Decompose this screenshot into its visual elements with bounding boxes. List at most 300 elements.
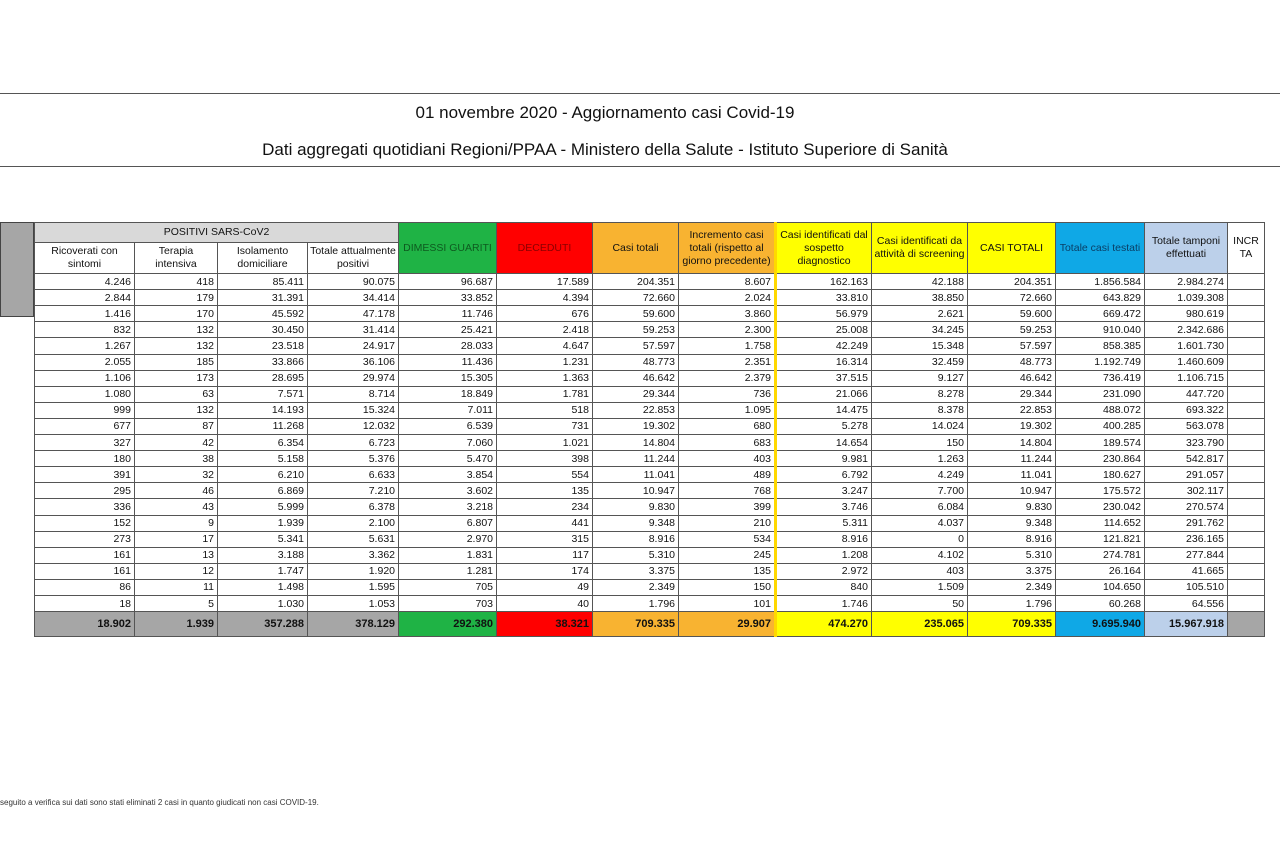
table-cell: 10.947 xyxy=(593,483,679,499)
table-cell: 840 xyxy=(776,579,872,595)
table-cell-empty xyxy=(1228,531,1265,547)
totals-cell: 292.380 xyxy=(399,612,497,637)
table-cell: 5.278 xyxy=(776,418,872,434)
table-cell: 2.379 xyxy=(679,370,776,386)
table-row xyxy=(35,515,1265,531)
table-cell: 59.253 xyxy=(593,322,679,338)
table-row xyxy=(35,290,1265,306)
table-cell: 2.349 xyxy=(593,579,679,595)
table-cell: 63 xyxy=(135,386,218,402)
table-cell: 104.650 xyxy=(1056,579,1145,595)
table-cell: 8.916 xyxy=(593,531,679,547)
table-cell: 28.033 xyxy=(399,338,497,354)
table-cell-empty xyxy=(1228,418,1265,434)
table-cell: 274.781 xyxy=(1056,547,1145,563)
table-row xyxy=(35,579,1265,595)
col-isolamento: Isolamento domiciliare xyxy=(218,243,308,274)
table-cell: 101 xyxy=(679,595,776,611)
col-ricoverati: Ricoverati con sintomi xyxy=(35,243,135,274)
table-cell: 24.917 xyxy=(308,338,399,354)
table-cell: 1.030 xyxy=(218,595,308,611)
table-row xyxy=(35,467,1265,483)
table-cell: 1.595 xyxy=(308,579,399,595)
table-cell: 7.210 xyxy=(308,483,399,499)
table-cell: 41.665 xyxy=(1145,563,1228,579)
col-terapia-intensiva: Terapia intensiva xyxy=(135,243,218,274)
table-body xyxy=(35,274,1265,637)
table-cell: 1.192.749 xyxy=(1056,354,1145,370)
table-cell: 56.979 xyxy=(776,306,872,322)
table-cell: 680 xyxy=(679,418,776,434)
table-cell: 161 xyxy=(35,547,135,563)
table-cell-empty xyxy=(1228,515,1265,531)
table-cell: 6.633 xyxy=(308,467,399,483)
table-cell: 9.348 xyxy=(593,515,679,531)
table-cell: 1.021 xyxy=(497,435,593,451)
totals-cell: 709.335 xyxy=(593,612,679,637)
table-cell-empty xyxy=(1228,483,1265,499)
table-cell: 669.472 xyxy=(1056,306,1145,322)
table-cell: 9.981 xyxy=(776,451,872,467)
totals-cell: 1.939 xyxy=(135,612,218,637)
table-cell: 3.188 xyxy=(218,547,308,563)
table-row xyxy=(35,547,1265,563)
table-cell: 1.363 xyxy=(497,370,593,386)
table-cell: 400.285 xyxy=(1056,418,1145,434)
table-cell-empty xyxy=(1228,563,1265,579)
table-cell: 234 xyxy=(497,499,593,515)
table-cell: 132 xyxy=(135,322,218,338)
table-cell: 150 xyxy=(679,579,776,595)
table-cell: 15.305 xyxy=(399,370,497,386)
table-cell: 11.041 xyxy=(593,467,679,483)
table-cell-empty xyxy=(1228,290,1265,306)
table-cell: 336 xyxy=(35,499,135,515)
table-cell: 391 xyxy=(35,467,135,483)
table-cell: 1.106.715 xyxy=(1145,370,1228,386)
table-cell: 768 xyxy=(679,483,776,499)
table-cell-empty xyxy=(1228,354,1265,370)
table-cell: 57.597 xyxy=(968,338,1056,354)
totals-cell: 474.270 xyxy=(776,612,872,637)
table-row xyxy=(35,435,1265,451)
table-row xyxy=(35,483,1265,499)
table-row xyxy=(35,418,1265,434)
totals-cell: 235.065 xyxy=(872,612,968,637)
table-cell: 518 xyxy=(497,402,593,418)
table-cell: 8.278 xyxy=(872,386,968,402)
table-cell: 9 xyxy=(135,515,218,531)
table-cell: 4.394 xyxy=(497,290,593,306)
table-cell: 170 xyxy=(135,306,218,322)
table-cell: 677 xyxy=(35,418,135,434)
table-cell: 6.869 xyxy=(218,483,308,499)
table-cell: 31.414 xyxy=(308,322,399,338)
table-cell: 11.244 xyxy=(593,451,679,467)
table-cell: 1.231 xyxy=(497,354,593,370)
table-cell: 447.720 xyxy=(1145,386,1228,402)
table-cell: 1.747 xyxy=(218,563,308,579)
table-cell-empty xyxy=(1228,322,1265,338)
table-cell: 204.351 xyxy=(968,274,1056,290)
table-row xyxy=(35,306,1265,322)
table-cell: 1.208 xyxy=(776,547,872,563)
table-cell: 12.032 xyxy=(308,418,399,434)
col-deceduti: DECEDUTI xyxy=(497,223,593,274)
table-cell: 980.619 xyxy=(1145,306,1228,322)
table-cell: 38.850 xyxy=(872,290,968,306)
table-cell: 295 xyxy=(35,483,135,499)
table-cell: 29.344 xyxy=(593,386,679,402)
table-cell: 3.375 xyxy=(968,563,1056,579)
table-cell: 6.084 xyxy=(872,499,968,515)
table-cell: 30.450 xyxy=(218,322,308,338)
table-cell: 17.589 xyxy=(497,274,593,290)
col-dimessi-guariti: DIMESSI GUARITI xyxy=(399,223,497,274)
table-cell: 87 xyxy=(135,418,218,434)
table-cell: 180 xyxy=(35,451,135,467)
table-cell: 277.844 xyxy=(1145,547,1228,563)
table-cell: 1.106 xyxy=(35,370,135,386)
table-cell: 8.714 xyxy=(308,386,399,402)
table-cell: 85.411 xyxy=(218,274,308,290)
table-cell: 1.796 xyxy=(968,595,1056,611)
table-cell: 5.311 xyxy=(776,515,872,531)
totals-cell: 38.321 xyxy=(497,612,593,637)
table-row xyxy=(35,451,1265,467)
table-cell: 42.188 xyxy=(872,274,968,290)
table-row xyxy=(35,274,1265,290)
table-cell: 86 xyxy=(35,579,135,595)
table-cell: 1.831 xyxy=(399,547,497,563)
table-cell: 60.268 xyxy=(1056,595,1145,611)
table-cell: 25.008 xyxy=(776,322,872,338)
table-cell: 1.460.609 xyxy=(1145,354,1228,370)
table-cell: 18.849 xyxy=(399,386,497,402)
table-cell: 174 xyxy=(497,563,593,579)
table-cell: 132 xyxy=(135,402,218,418)
table-cell: 22.853 xyxy=(593,402,679,418)
table-cell: 910.040 xyxy=(1056,322,1145,338)
table-cell: 105.510 xyxy=(1145,579,1228,595)
table-cell-empty xyxy=(1228,579,1265,595)
table-cell: 6.378 xyxy=(308,499,399,515)
col-casi-totali-caps: CASI TOTALI xyxy=(968,223,1056,274)
table-cell: 46 xyxy=(135,483,218,499)
table-cell: 5.310 xyxy=(968,547,1056,563)
table-cell: 46.642 xyxy=(968,370,1056,386)
table-cell: 204.351 xyxy=(593,274,679,290)
table-cell-empty xyxy=(1228,274,1265,290)
table-row xyxy=(35,338,1265,354)
table-cell: 3.746 xyxy=(776,499,872,515)
table-cell: 2.342.686 xyxy=(1145,322,1228,338)
table-cell-empty xyxy=(1228,451,1265,467)
table-cell: 736.419 xyxy=(1056,370,1145,386)
table-cell: 1.039.308 xyxy=(1145,290,1228,306)
table-cell-empty xyxy=(1228,338,1265,354)
table-cell: 542.817 xyxy=(1145,451,1228,467)
table-cell: 1.781 xyxy=(497,386,593,402)
table-cell: 11.041 xyxy=(968,467,1056,483)
table-cell-empty xyxy=(1228,402,1265,418)
table-cell: 57.597 xyxy=(593,338,679,354)
table-cell: 1.509 xyxy=(872,579,968,595)
table-cell: 28.695 xyxy=(218,370,308,386)
table-row xyxy=(35,354,1265,370)
table-cell: 643.829 xyxy=(1056,290,1145,306)
table-cell: 1.939 xyxy=(218,515,308,531)
table-cell: 2.300 xyxy=(679,322,776,338)
table-cell: 0 xyxy=(872,531,968,547)
region-column-header xyxy=(0,222,34,317)
table-cell: 59.600 xyxy=(968,306,1056,322)
table-cell: 683 xyxy=(679,435,776,451)
table-cell: 179 xyxy=(135,290,218,306)
table-cell: 29.344 xyxy=(968,386,1056,402)
totals-cell: 18.902 xyxy=(35,612,135,637)
table-cell: 1.080 xyxy=(35,386,135,402)
table-cell: 441 xyxy=(497,515,593,531)
table-cell: 291.762 xyxy=(1145,515,1228,531)
table-cell: 31.391 xyxy=(218,290,308,306)
table-cell: 42 xyxy=(135,435,218,451)
totals-cell: 15.967.918 xyxy=(1145,612,1228,637)
table-cell: 8.916 xyxy=(968,531,1056,547)
totals-cell: 709.335 xyxy=(968,612,1056,637)
table-cell-empty xyxy=(1228,370,1265,386)
table-cell: 1.053 xyxy=(308,595,399,611)
table-cell: 2.100 xyxy=(308,515,399,531)
table-cell: 11.244 xyxy=(968,451,1056,467)
table-cell: 1.856.584 xyxy=(1056,274,1145,290)
table-cell: 19.302 xyxy=(593,418,679,434)
table-cell: 33.866 xyxy=(218,354,308,370)
totals-cell: 357.288 xyxy=(218,612,308,637)
table-cell: 117 xyxy=(497,547,593,563)
table-cell: 135 xyxy=(497,483,593,499)
table-cell: 315 xyxy=(497,531,593,547)
table-cell: 34.245 xyxy=(872,322,968,338)
table-cell: 4.647 xyxy=(497,338,593,354)
table-cell: 189.574 xyxy=(1056,435,1145,451)
table-cell-empty xyxy=(1228,435,1265,451)
table-cell: 45.592 xyxy=(218,306,308,322)
table-cell: 418 xyxy=(135,274,218,290)
table-cell: 693.322 xyxy=(1145,402,1228,418)
table-cell: 1.601.730 xyxy=(1145,338,1228,354)
table-cell: 8.607 xyxy=(679,274,776,290)
table-cell: 18 xyxy=(35,595,135,611)
table-cell: 7.011 xyxy=(399,402,497,418)
table-cell: 13 xyxy=(135,547,218,563)
table-cell: 90.075 xyxy=(308,274,399,290)
table-cell: 14.475 xyxy=(776,402,872,418)
table-cell: 1.920 xyxy=(308,563,399,579)
table-cell: 3.218 xyxy=(399,499,497,515)
table-cell: 152 xyxy=(35,515,135,531)
table-cell: 230.864 xyxy=(1056,451,1145,467)
table-cell: 2.349 xyxy=(968,579,1056,595)
table-cell: 291.057 xyxy=(1145,467,1228,483)
table-cell: 161 xyxy=(35,563,135,579)
table-cell: 403 xyxy=(872,563,968,579)
table-cell: 1.758 xyxy=(679,338,776,354)
table-cell: 5.341 xyxy=(218,531,308,547)
table-cell: 48.773 xyxy=(968,354,1056,370)
table-cell: 245 xyxy=(679,547,776,563)
table-cell: 270.574 xyxy=(1145,499,1228,515)
table-cell: 230.042 xyxy=(1056,499,1145,515)
table-cell: 5.376 xyxy=(308,451,399,467)
table-cell: 398 xyxy=(497,451,593,467)
table-cell: 399 xyxy=(679,499,776,515)
table-cell: 3.362 xyxy=(308,547,399,563)
table-cell-empty xyxy=(1228,467,1265,483)
table-cell: 11.746 xyxy=(399,306,497,322)
table-cell: 2.351 xyxy=(679,354,776,370)
table-cell: 6.807 xyxy=(399,515,497,531)
table-cell: 17 xyxy=(135,531,218,547)
table-row xyxy=(35,563,1265,579)
table-cell: 2.844 xyxy=(35,290,135,306)
table-cell: 50 xyxy=(872,595,968,611)
table-cell: 25.421 xyxy=(399,322,497,338)
table-cell: 14.804 xyxy=(968,435,1056,451)
table-cell: 72.660 xyxy=(968,290,1056,306)
table-row xyxy=(35,531,1265,547)
table-cell: 2.984.274 xyxy=(1145,274,1228,290)
table-cell: 488.072 xyxy=(1056,402,1145,418)
table-cell: 563.078 xyxy=(1145,418,1228,434)
table-cell: 180.627 xyxy=(1056,467,1145,483)
col-incremento-tamponi: INCR TA xyxy=(1228,223,1265,274)
table-cell-empty xyxy=(1228,386,1265,402)
table-cell: 5.470 xyxy=(399,451,497,467)
totals-cell: 29.907 xyxy=(679,612,776,637)
table-cell: 135 xyxy=(679,563,776,579)
table-cell: 26.164 xyxy=(1056,563,1145,579)
table-cell: 173 xyxy=(135,370,218,386)
table-cell: 11.268 xyxy=(218,418,308,434)
col-sospetto-diagnostico: Casi identificati dal sospetto diagnostico xyxy=(776,223,872,274)
table-cell: 5.158 xyxy=(218,451,308,467)
col-casi-totali: Casi totali xyxy=(593,223,679,274)
table-cell: 121.821 xyxy=(1056,531,1145,547)
footnote: seguito a verifica sui dati sono stati eliminati 2 casi in quanto giudicati non casi COVID-19. xyxy=(0,798,319,807)
table-cell: 8.378 xyxy=(872,402,968,418)
table-cell: 19.302 xyxy=(968,418,1056,434)
table-cell: 273 xyxy=(35,531,135,547)
table-cell: 1.416 xyxy=(35,306,135,322)
table-cell: 9.830 xyxy=(593,499,679,515)
table-cell: 6.354 xyxy=(218,435,308,451)
table-cell: 4.037 xyxy=(872,515,968,531)
table-cell: 59.253 xyxy=(968,322,1056,338)
table-cell: 14.193 xyxy=(218,402,308,418)
table-cell: 5.310 xyxy=(593,547,679,563)
table-cell: 4.102 xyxy=(872,547,968,563)
table-cell: 16.314 xyxy=(776,354,872,370)
totals-cell: 9.695.940 xyxy=(1056,612,1145,637)
table-cell: 2.024 xyxy=(679,290,776,306)
table-cell: 1.281 xyxy=(399,563,497,579)
table-cell: 5.999 xyxy=(218,499,308,515)
table-cell: 236.165 xyxy=(1145,531,1228,547)
table-cell: 23.518 xyxy=(218,338,308,354)
table-row xyxy=(35,499,1265,515)
table-cell: 3.375 xyxy=(593,563,679,579)
table-cell: 7.571 xyxy=(218,386,308,402)
table-cell: 2.972 xyxy=(776,563,872,579)
table-cell: 731 xyxy=(497,418,593,434)
table-cell: 703 xyxy=(399,595,497,611)
table-cell: 1.267 xyxy=(35,338,135,354)
table-cell: 231.090 xyxy=(1056,386,1145,402)
table-cell-empty xyxy=(1228,595,1265,611)
table-cell: 48.773 xyxy=(593,354,679,370)
totals-cell-empty xyxy=(1228,612,1265,637)
table-cell: 49 xyxy=(497,579,593,595)
table-cell: 37.515 xyxy=(776,370,872,386)
table-cell: 736 xyxy=(679,386,776,402)
table-cell: 42.249 xyxy=(776,338,872,354)
table-cell: 4.249 xyxy=(872,467,968,483)
col-screening: Casi identificati da attività di screening xyxy=(872,223,968,274)
table-cell: 6.792 xyxy=(776,467,872,483)
table-cell: 2.970 xyxy=(399,531,497,547)
table-cell: 11.436 xyxy=(399,354,497,370)
table-row xyxy=(35,370,1265,386)
table-cell-empty xyxy=(1228,499,1265,515)
table-cell: 12 xyxy=(135,563,218,579)
table-cell: 72.660 xyxy=(593,290,679,306)
table-cell: 554 xyxy=(497,467,593,483)
table-cell: 33.852 xyxy=(399,290,497,306)
table-cell: 32 xyxy=(135,467,218,483)
page-title: 01 novembre 2020 - Aggiornamento casi Covid-19 xyxy=(415,103,795,122)
table-cell: 33.810 xyxy=(776,290,872,306)
table-cell: 9.348 xyxy=(968,515,1056,531)
col-casi-testati: Totale casi testati xyxy=(1056,223,1145,274)
table-row xyxy=(35,595,1265,611)
table-cell: 175.572 xyxy=(1056,483,1145,499)
table-cell: 1.095 xyxy=(679,402,776,418)
col-tamponi: Totale tamponi effettuati xyxy=(1145,223,1228,274)
table-cell: 327 xyxy=(35,435,135,451)
table-cell: 15.348 xyxy=(872,338,968,354)
table-cell: 302.117 xyxy=(1145,483,1228,499)
table-cell: 403 xyxy=(679,451,776,467)
table-cell: 7.060 xyxy=(399,435,497,451)
table-cell: 59.600 xyxy=(593,306,679,322)
table-cell: 999 xyxy=(35,402,135,418)
table-cell: 8.916 xyxy=(776,531,872,547)
table-cell: 11 xyxy=(135,579,218,595)
table-cell: 185 xyxy=(135,354,218,370)
table-cell: 29.974 xyxy=(308,370,399,386)
table-cell: 3.602 xyxy=(399,483,497,499)
table-cell: 14.654 xyxy=(776,435,872,451)
table-cell: 1.498 xyxy=(218,579,308,595)
table-cell: 114.652 xyxy=(1056,515,1145,531)
table-cell: 150 xyxy=(872,435,968,451)
table-cell: 705 xyxy=(399,579,497,595)
table-cell: 10.947 xyxy=(968,483,1056,499)
table-cell: 34.414 xyxy=(308,290,399,306)
table-cell: 323.790 xyxy=(1145,435,1228,451)
table-cell: 162.163 xyxy=(776,274,872,290)
